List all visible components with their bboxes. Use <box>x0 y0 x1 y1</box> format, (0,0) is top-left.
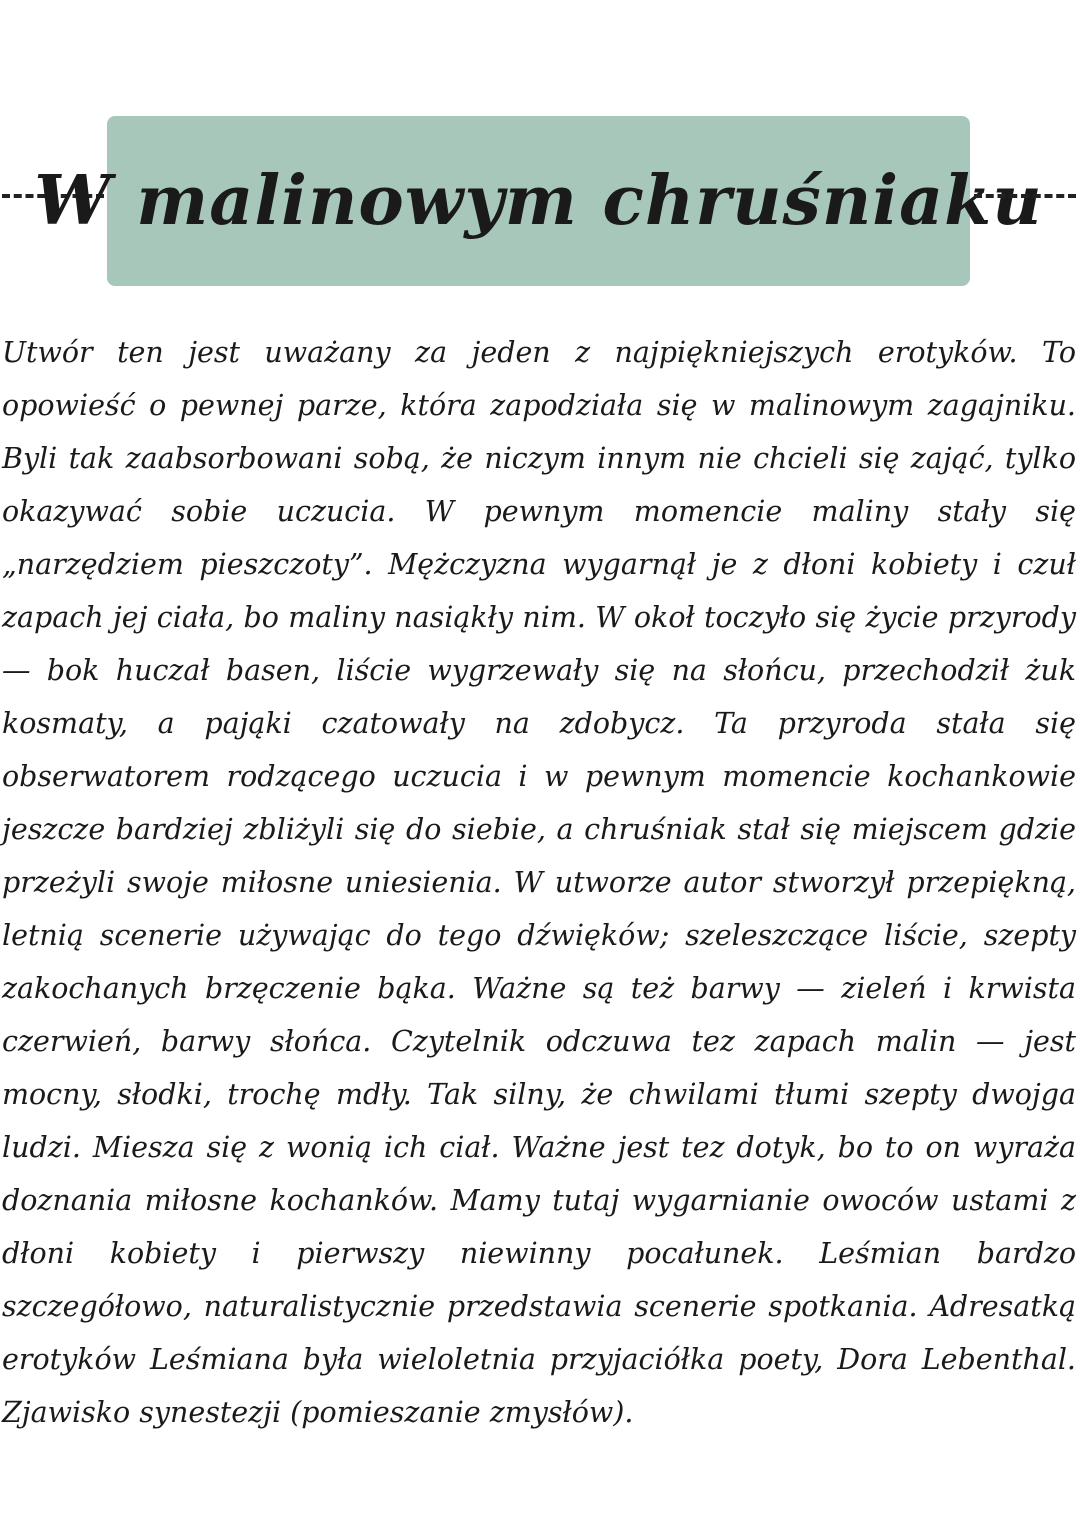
dashed-divider-right <box>974 194 1076 198</box>
article-paragraph: Utwór ten jest uważany za jeden z najpiękniejszych erotyków. To opowieść o pewnej parze, która zapodziała się w malinowym zagajniku. Byli tak zaabsorbowani sobą, że niczym innym nie chcieli się zająć, tylko okazywać sobie uczucia. W pewnym momencie maliny stały się „narzędziem pieszczoty”. Mężczyzna wygarnął je z dłoni kobiety i czuł zapach jej ciała, bo maliny nasiąkły nim. W okoł toczyło się życie przyrody — bok huczał basen, liście wygrzewały się na słońcu, przechodził żuk kosmaty, a pająki czatowały na zdobycz. Ta przyroda stała się obserwatorem rodzącego uczucia i w pewnym momencie kochankowie jeszcze bardziej zbliżyli się do siebie, a chruśniak stał się miejscem gdzie przeżyli swoje miłosne uniesienia. W utworze autor stworzył przepiękną, letnią scenerie używając do tego dźwięków; szeleszczące liście, szepty zakochanych brzęczenie bąka. Ważne są też barwy — zieleń i krwista czerwień, barwy słońca. Czytelnik odczuwa tez zapach malin — jest mocny, słodki, trochę mdły. Tak silny, że chwilami tłumi szepty dwojga ludzi. Miesza się z wonią ich ciał. Ważne jest tez dotyk, bo to on wyraża doznania miłosne kochanków. Mamy tutaj wygarnianie owoców ustami z dłoni kobiety i pierwszy niewinny pocałunek. Leśmian bardzo szczegółowo, naturalistycznie przedstawia scenerie spotkania. Adresatką erotyków Leśmiana była wieloletnia przyjaciółka poety, Dora Lebenthal. Zjawisko synestezji (pomieszanie zmysłów). <box>2 336 1076 1429</box>
title-banner <box>0 116 1080 286</box>
title-box <box>34 116 1043 286</box>
page-title: W malinowym chruśniaku <box>34 161 1043 241</box>
